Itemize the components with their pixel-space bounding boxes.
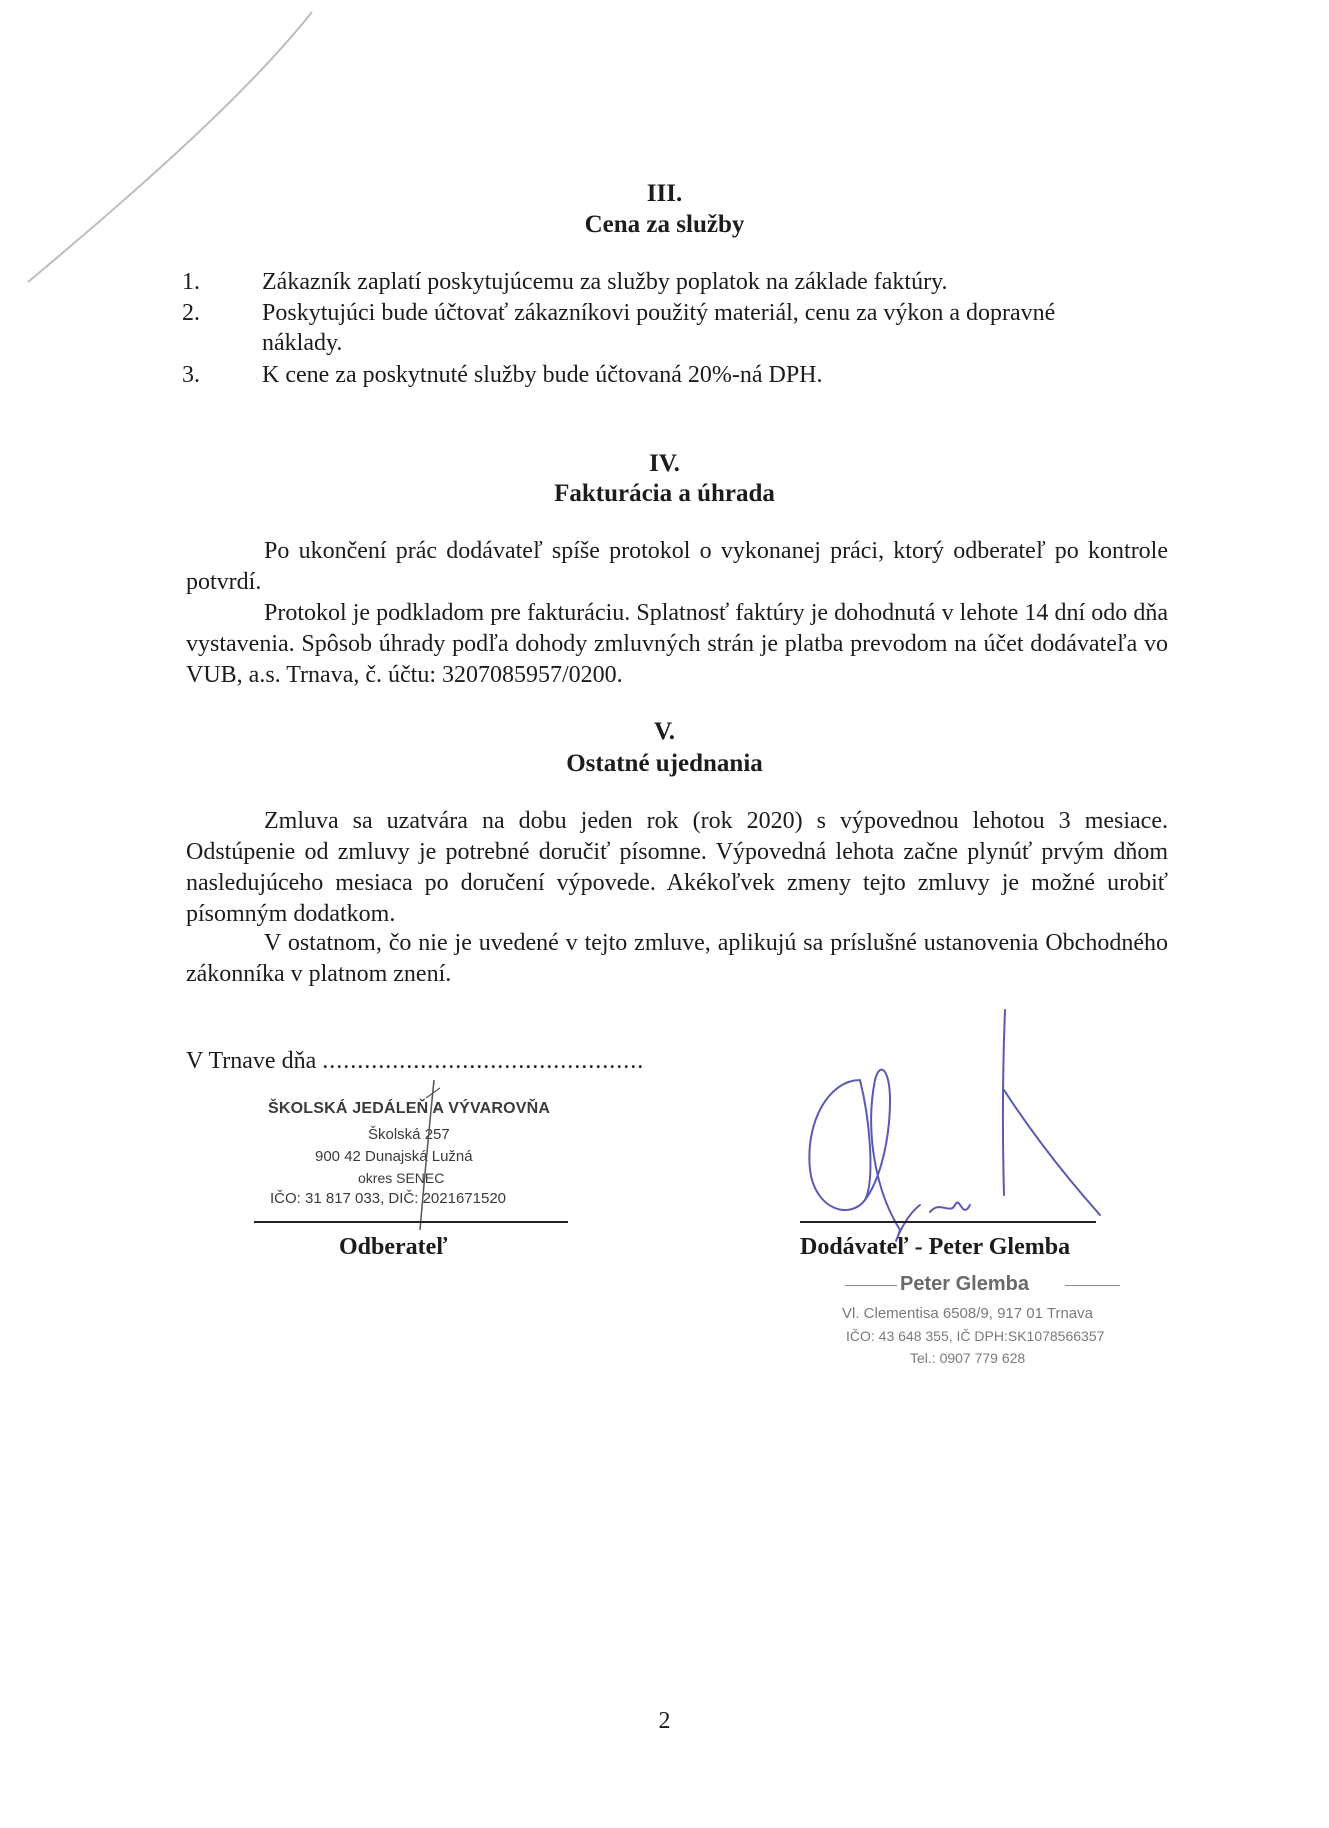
item-number: 2. [182, 300, 200, 326]
section-4-title: Fakturácia a úhrada [554, 480, 775, 507]
stamp-ids: IČO: 43 648 355, IČ DPH:SK1078566357 [846, 1328, 1105, 1344]
item-number: 1. [182, 269, 200, 295]
item-text: K cene za poskytnuté služby bude účtovaná 20%-ná DPH. [262, 362, 823, 388]
supplier-signature-line [800, 1221, 1096, 1223]
customer-signature-stroke [376, 1080, 496, 1230]
stamp-line-1: ŠKOLSKÁ JEDÁLEŇ A VÝVAROVŇA [268, 1100, 551, 1117]
section-3-title: Cena za služby [584, 211, 745, 238]
stamp-line-4: okres SENEC [358, 1170, 445, 1186]
item-text: Zákazník zaplatí poskytujúcemu za služby poplatok na základe faktúry. [262, 269, 948, 295]
place-date-label: V Trnave dňa [186, 1048, 317, 1074]
customer-label: Odberateľ [339, 1234, 448, 1260]
section-4-number: IV. [649, 450, 680, 477]
stamp-line-5: IČO: 31 817 033, DIČ: 2021671520 [270, 1190, 507, 1207]
item-text: Poskytujúci bude účtovať zákazníkovi použitý materiál, cenu za výkon a dopravné náklady. [262, 300, 1056, 356]
supplier-signature [790, 1000, 1120, 1250]
stamp-tel: Tel.: 0907 779 628 [910, 1350, 1026, 1366]
page-number: 2 [658, 1708, 671, 1734]
stamp-name: Peter Glemba [900, 1273, 1029, 1295]
stamp-rule-left [845, 1285, 897, 1286]
place-date-line [186, 1046, 644, 1076]
section-4-paragraph-1: Po ukončení prác dodávateľ spíše protokol o vykonanej práci, ktorý odberateľ po kontrole potvrdí. [186, 538, 1168, 595]
section-5-paragraph-2: V ostatnom, čo nie je uvedené v tejto zmluve, aplikujú sa príslušné ustanovenia Obchodného zákonníka v platnom znení. [186, 930, 1168, 987]
section-5-title: Ostatné ujednania [566, 750, 763, 777]
stamp-line-2: Školská 257 [368, 1126, 450, 1143]
section-4-paragraph-2: Protokol je podkladom pre fakturáciu. Splatnosť faktúry je dohodnutá v lehote 14 dní odo dňa vystavenia. Spôsob úhrady podľa dohody zmluvných strán je platba prevodom na účet dodávateľa vo VUB, a.s. Trnava, č. účtu: 3207085957/0200. [186, 600, 1168, 688]
date-blank-dots: .............................................. [322, 1048, 645, 1074]
supplier-label: Dodávateľ - Peter Glemba [800, 1234, 1071, 1260]
customer-signature-line [254, 1221, 568, 1223]
item-number: 3. [182, 362, 200, 388]
section-5-paragraph-1: Zmluva sa uzatvára na dobu jeden rok (rok 2020) s výpovednou lehotou 3 mesiace. Odstúpenie od zmluvy je potrebné doručiť písomne. Výpovedná lehota začne plynúť prvým dňom nasledujúceho mesiaca po doručení výpovede. Akékoľvek zmeny tejto zmluvy je možné urobiť písomným dodatkom. [186, 808, 1168, 927]
stamp-line-3: 900 42 Dunajská Lužná [315, 1148, 473, 1165]
stamp-rule-right [1065, 1285, 1120, 1286]
section-3-number: III. [646, 180, 683, 207]
section-5-number: V. [653, 718, 676, 745]
stamp-address: Vl. Clementisa 6508/9, 917 01 Trnava [842, 1305, 1093, 1322]
scan-artifact-line [0, 0, 330, 300]
